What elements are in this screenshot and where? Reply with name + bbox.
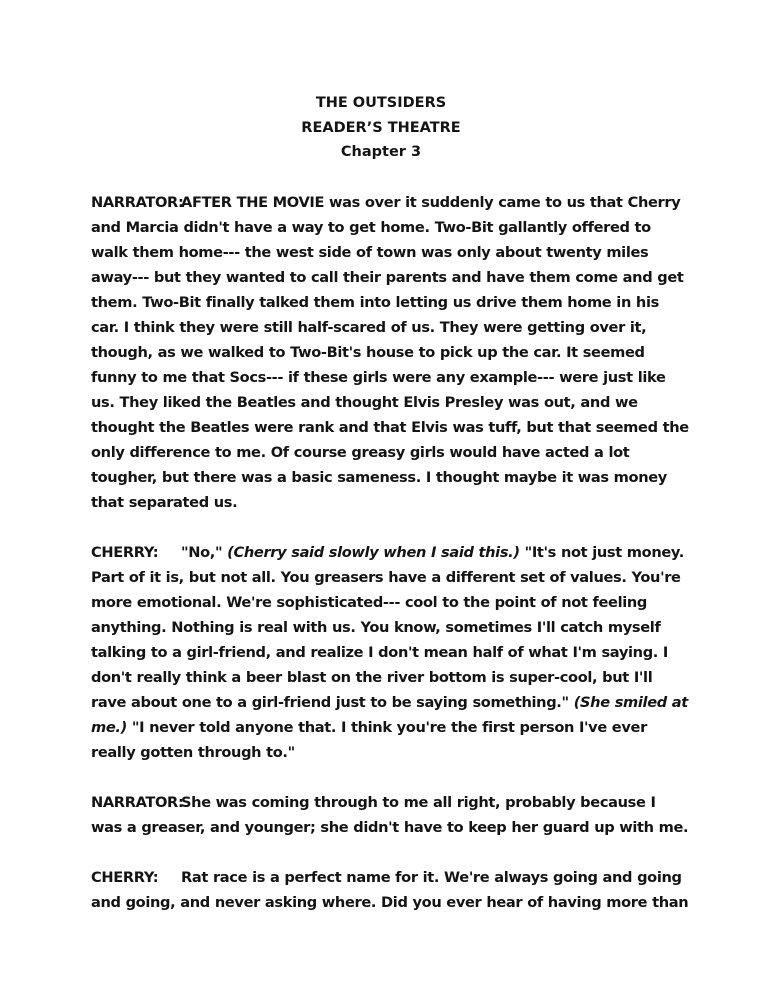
speaker-label: NARRATOR: xyxy=(91,193,184,211)
document-title: THE OUTSIDERS xyxy=(315,95,447,111)
title-block xyxy=(81,91,681,165)
script-line-cherry-1 xyxy=(91,540,691,765)
dialogue-text: "No," xyxy=(181,543,228,561)
document-subtitle: READER’S THEATRE xyxy=(301,119,461,136)
stage-direction: (She smiled at me.) xyxy=(91,693,688,736)
script-line-narrator-2 xyxy=(91,790,691,840)
speaker-label: CHERRY: xyxy=(91,543,159,561)
dialogue-text: She was coming through to me all right, probably because I was a greaser, and younger; she didn't have to keep her guard up with me. xyxy=(91,793,689,836)
script-line-cherry-2 xyxy=(91,865,691,915)
spacer xyxy=(91,165,691,190)
speaker-label: NARRATOR: xyxy=(91,793,184,811)
dialogue-text: "I never told anyone that. I think you're the first person I've ever really gotten through to." xyxy=(91,718,647,761)
script-line-narrator-1 xyxy=(91,190,691,515)
spacer xyxy=(91,515,691,540)
dialogue-text: Rat race is a perfect name for it. We're always going and going and going, and never asking where. Did you ever hear of having more than xyxy=(91,868,689,911)
document-page xyxy=(91,91,691,915)
spacer xyxy=(91,840,691,865)
chapter-heading: Chapter 3 xyxy=(340,144,422,160)
dialogue-text: AFTER THE MOVIE was over it suddenly came to us that Cherry and Marcia didn't have a way to get home. Two-Bit gallantly offered to walk them home--- the west side of town was only about twenty miles away--- but they wanted to call their parents and have them come and get them. Two-Bit finally talked them into letting us drive them home in his car. I think they were still half-scared of us. They were getting over it, though, as we walked to Two-Bit's house to pick up the car. It seemed funny to me that Socs--- if these girls were any example--- were just like us. They liked the Beatles and thought Elvis Presley was out, and we thought the Beatles were rank and that Elvis was tuff, but that seemed the only difference to me. Of course greasy girls would have acted a lot tougher, but there was a basic sameness. I thought maybe it was money that separated us. xyxy=(91,193,689,511)
speaker-label: CHERRY: xyxy=(91,868,159,886)
dialogue-text: "It's not just money. Part of it is, but not all. You greasers have a different set of values. You're more emotional. We're sophisticated--- cool to the point of not feeling anything. Nothing is real with us. You know, sometimes I'll catch myself talking to a girl-friend, and realize I don't mean half of what I'm saying. I don't really think a beer blast on the river bottom is super-cool, but I'll rave about one to a girl-friend just to be saying something." xyxy=(91,543,684,711)
stage-direction: (Cherry said slowly when I said this.) xyxy=(227,543,520,561)
spacer xyxy=(91,765,691,790)
